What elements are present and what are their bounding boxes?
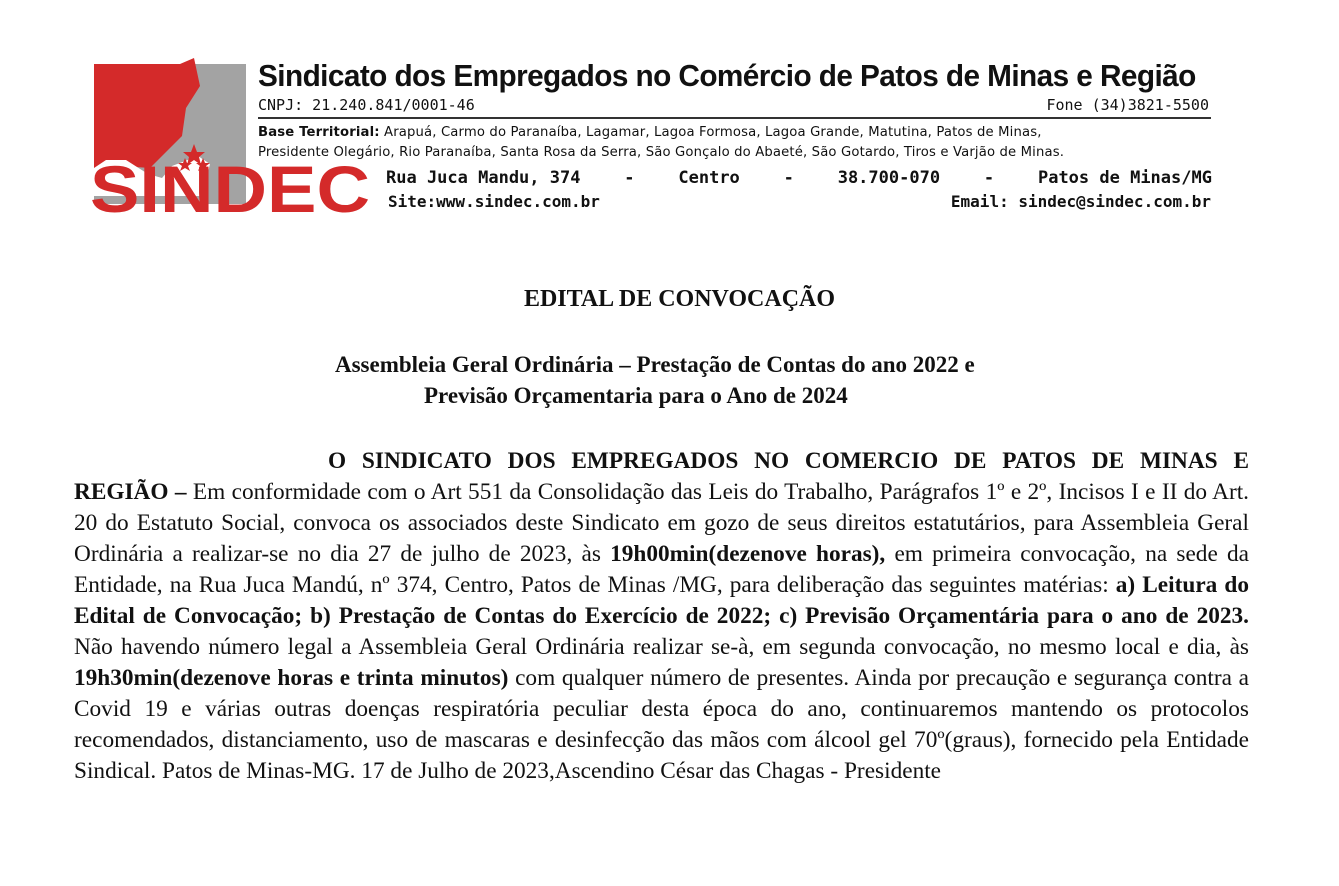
address-sep: - xyxy=(783,168,794,188)
subtitle-line-2: Previsão Orçamentaria para o Ano de 2024 xyxy=(424,383,848,408)
org-name: Sindicato dos Empregados no Comércio de Patos de Minas e Região xyxy=(258,58,1196,93)
address-sep: - xyxy=(983,168,995,188)
base-line-1 xyxy=(258,123,1218,143)
base-label: Base Territorial: xyxy=(258,125,380,140)
subtitle-line-1: Assembleia Geral Ordinária – Prestação de Contas do ano 2022 e xyxy=(335,352,975,377)
body-org-name: O SINDICATO DOS EMPREGADOS NO COMERCIO DE PATOS DE MINAS E REGIÃO – xyxy=(74,448,1249,505)
body-time-first: 19h00min(dezenove horas), xyxy=(610,541,886,567)
cnpj: CNPJ: 21.240.841/0001-46 xyxy=(258,96,475,114)
phone: Fone (34)3821-5500 xyxy=(1046,96,1209,114)
address-zip: 38.700-070 xyxy=(837,168,941,188)
body-time-second: 19h30min(dezenove horas e trinta minutos) xyxy=(74,665,509,691)
body-paragraph xyxy=(74,446,1249,787)
body-text-3: Não havendo número legal a Assembleia Geral Ordinária realizar se-à, em segunda convocação, no mesmo local e dia, às xyxy=(74,634,1249,660)
body-text-2: em primeira convocação, na sede da Entidade, na Rua Juca Mandú, nº 374, Centro, Patos de Minas /MG, para deliberação das seguintes matérias: xyxy=(74,541,1249,598)
body-text-4: com qualquer número de presentes. Ainda por precaução e segurança contra a Covid 19 e várias outras doenças respiratória peculiar desta época do ano, continuaremos mantendo os protocolos recomendados, distanciamento, uso de mascaras e desinfecção das mãos com álcool gel 70º(graus), fornecido pela Entidade Sindical. Patos de Minas-MG. 17 de Julho de 2023,Ascendino César das Chagas - Presidente xyxy=(74,665,1249,784)
address-city: Patos de Minas/MG xyxy=(1037,168,1212,188)
base-line-2: Presidente Olegário, Rio Paranaíba, Santa Rosa da Serra, São Gonçalo do Abaeté, São Gotardo, Tiros e Varjão de Minas. xyxy=(258,145,1065,160)
address-street: Rua Juca Mandu, 374 xyxy=(386,168,581,188)
email-link: Email: sindec@sindec.com.br xyxy=(950,192,1211,211)
base-cities-1: Arapuá, Carmo do Paranaíba, Lagamar, Lagoa Formosa, Lagoa Grande, Matutina, Patos de Minas, xyxy=(384,125,1042,140)
address-row xyxy=(386,168,1212,188)
site-link: Site:www.sindec.com.br xyxy=(388,192,600,211)
document-title: EDITAL DE CONVOCAÇÃO xyxy=(523,286,836,312)
logo-wordmark: SINDEC xyxy=(90,152,370,214)
base-territorial xyxy=(258,123,1218,163)
address-district: Centro xyxy=(678,168,740,188)
body-agenda: a) Leitura do Edital de Convocação; b) Prestação de Contas do Exercício de 2022; c) Previsão Orçamentária para o ano de 2023. xyxy=(74,572,1249,629)
address-sep: - xyxy=(624,168,635,188)
header-divider xyxy=(258,117,1211,119)
body-text-1: Em conformidade com o Art 551 da Consolidação das Leis do Trabalho, Parágrafos 1º e 2º, Incisos I e II do Art. 20 do Estatuto Social, convoca os associados deste Sindicato em gozo de seus direitos estatutários, para Assembleia Geral Ordinária a realizar-se no dia 27 de julho de 2023, às xyxy=(74,479,1250,567)
